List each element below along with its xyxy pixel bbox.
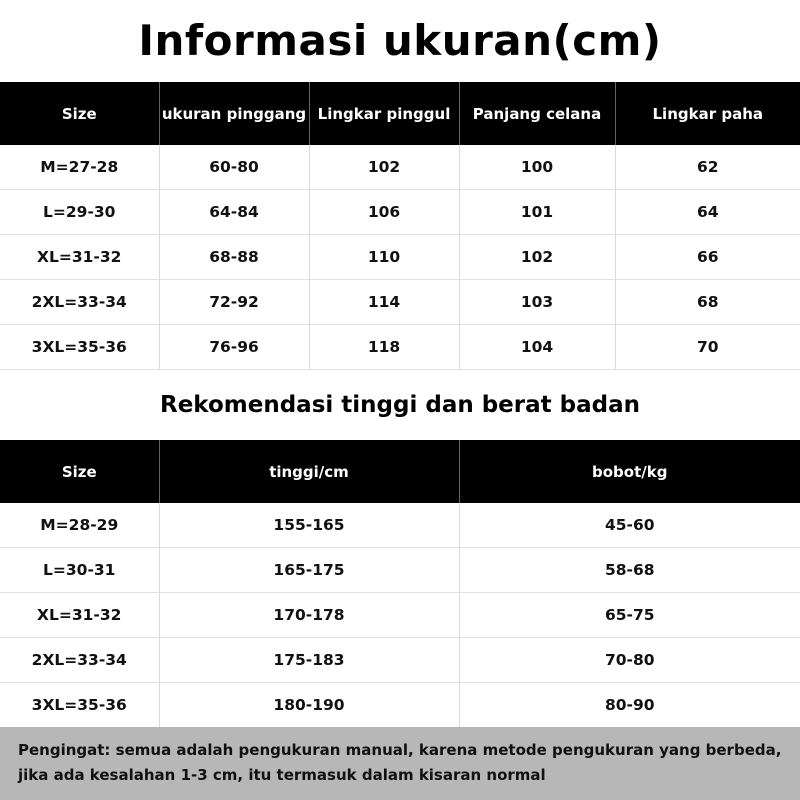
cell-size: XL=31-32 xyxy=(0,593,159,638)
page-title: Informasi ukuran(cm) xyxy=(138,15,662,65)
cell-size: L=29-30 xyxy=(0,190,159,235)
cell-height: 165-175 xyxy=(159,548,459,593)
header-weight: bobot/kg xyxy=(459,440,800,503)
header-thigh: Lingkar paha xyxy=(615,82,800,145)
cell-hip: 114 xyxy=(309,280,459,325)
cell-height: 155-165 xyxy=(159,503,459,548)
size-table-header-row xyxy=(0,82,800,145)
cell-thigh: 64 xyxy=(615,190,800,235)
cell-height: 170-178 xyxy=(159,593,459,638)
cell-thigh: 62 xyxy=(615,145,800,190)
cell-size: XL=31-32 xyxy=(0,235,159,280)
cell-size: M=27-28 xyxy=(0,145,159,190)
cell-size: L=30-31 xyxy=(0,548,159,593)
header-size: Size xyxy=(0,440,159,503)
table-row xyxy=(0,548,800,593)
table-row xyxy=(0,235,800,280)
cell-pants-length: 100 xyxy=(459,145,615,190)
cell-pants-length: 102 xyxy=(459,235,615,280)
cell-size: 3XL=35-36 xyxy=(0,683,159,728)
cell-waist: 72-92 xyxy=(159,280,309,325)
table-row xyxy=(0,145,800,190)
cell-size: 3XL=35-36 xyxy=(0,325,159,370)
header-waist: ukuran pinggang xyxy=(159,82,309,145)
header-pants-length: Panjang celana xyxy=(459,82,615,145)
cell-thigh: 68 xyxy=(615,280,800,325)
header-hip: Lingkar pinggul xyxy=(309,82,459,145)
cell-hip: 102 xyxy=(309,145,459,190)
table-row xyxy=(0,280,800,325)
table-row xyxy=(0,593,800,638)
cell-waist: 68-88 xyxy=(159,235,309,280)
cell-thigh: 70 xyxy=(615,325,800,370)
cell-weight: 80-90 xyxy=(459,683,800,728)
cell-height: 175-183 xyxy=(159,638,459,683)
cell-waist: 64-84 xyxy=(159,190,309,235)
cell-waist: 60-80 xyxy=(159,145,309,190)
cell-hip: 106 xyxy=(309,190,459,235)
cell-weight: 58-68 xyxy=(459,548,800,593)
cell-size: 2XL=33-34 xyxy=(0,280,159,325)
cell-hip: 118 xyxy=(309,325,459,370)
recommendation-table-header-row xyxy=(0,440,800,503)
size-table xyxy=(0,82,800,370)
cell-height: 180-190 xyxy=(159,683,459,728)
cell-size: M=28-29 xyxy=(0,503,159,548)
table-row xyxy=(0,325,800,370)
cell-weight: 45-60 xyxy=(459,503,800,548)
cell-hip: 110 xyxy=(309,235,459,280)
cell-weight: 65-75 xyxy=(459,593,800,638)
header-size: Size xyxy=(0,82,159,145)
table-row xyxy=(0,683,800,728)
cell-pants-length: 104 xyxy=(459,325,615,370)
reminder-note: Pengingat: semua adalah pengukuran manual, karena metode pengukuran yang berbeda, jika ada kesalahan 1-3 cm, itu termasuk dalam kisaran normal xyxy=(0,727,800,800)
header-height: tinggi/cm xyxy=(159,440,459,503)
cell-pants-length: 101 xyxy=(459,190,615,235)
cell-size: 2XL=33-34 xyxy=(0,638,159,683)
section-subtitle: Rekomendasi tinggi dan berat badan xyxy=(159,392,640,418)
cell-thigh: 66 xyxy=(615,235,800,280)
cell-pants-length: 103 xyxy=(459,280,615,325)
table-row xyxy=(0,503,800,548)
recommendation-table xyxy=(0,440,800,728)
table-row xyxy=(0,638,800,683)
cell-waist: 76-96 xyxy=(159,325,309,370)
cell-weight: 70-80 xyxy=(459,638,800,683)
table-row xyxy=(0,190,800,235)
